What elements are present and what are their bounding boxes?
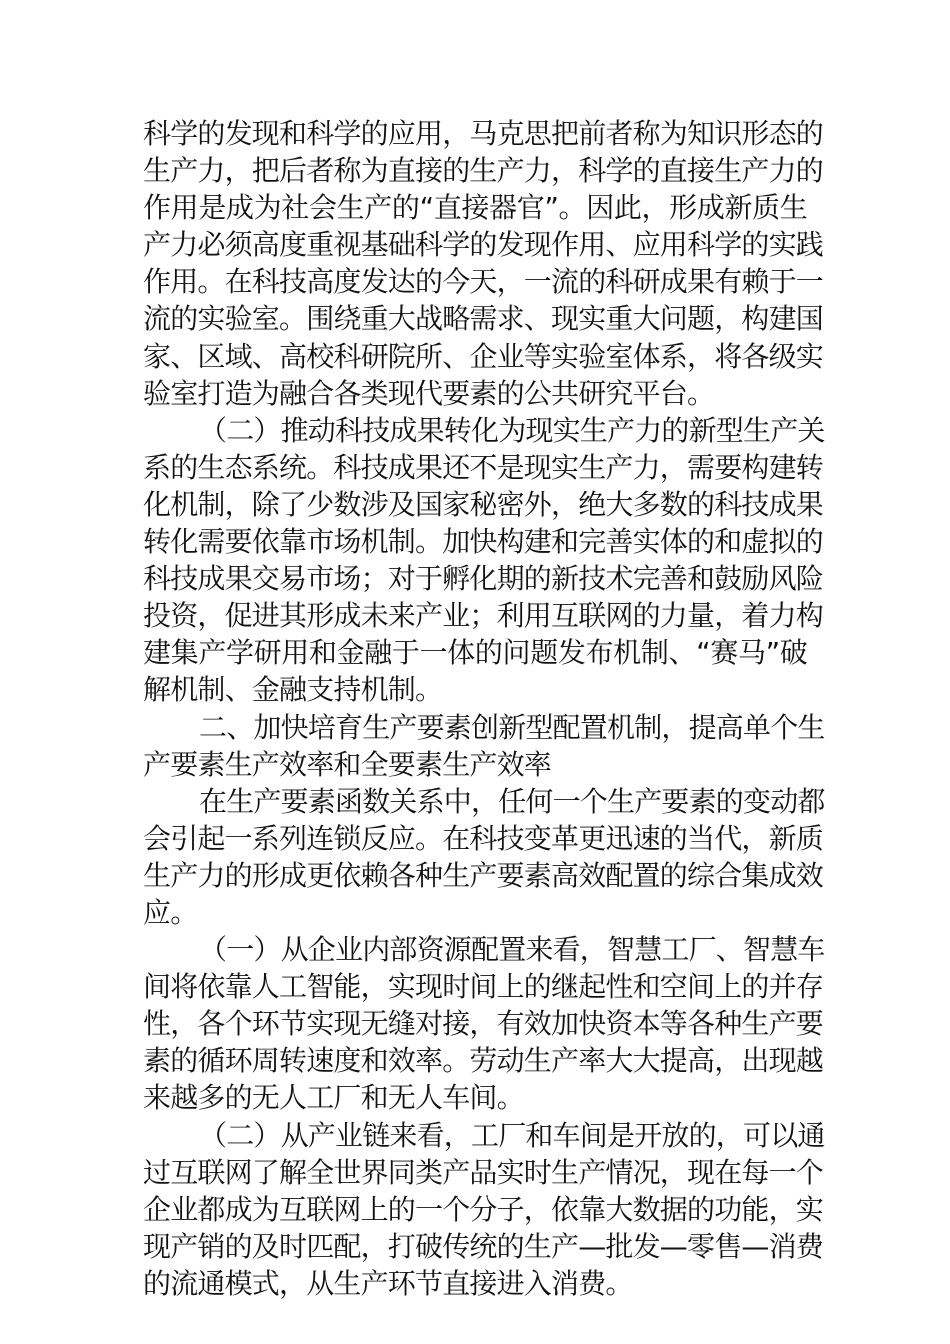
paragraph-tech-transfer: [143, 412, 825, 709]
text-line: 验室打造为融合各类现代要素的公共研究平台。: [143, 376, 715, 410]
text-line: （二）推动科技成果转化为现实生产力的新型生产关: [199, 413, 825, 447]
section-heading-two: [143, 709, 825, 783]
text-line: （二）从产业链来看，工厂和车间是开放的，可以通: [199, 1118, 825, 1152]
text-line: 性，各个环节实现无缝对接，有效加快资本等各种生产要: [143, 1007, 824, 1041]
paragraph-internal-allocation: [143, 931, 825, 1116]
text-line: 转化需要依靠市场机制。加快构建和完善实体的和虚拟的: [143, 525, 824, 559]
paragraph-industry-chain: [143, 1117, 825, 1302]
text-line: 素的循环周转速度和效率。劳动生产率大大提高，出现越: [143, 1044, 824, 1078]
text-line: 间将依靠人工智能，实现时间上的继起性和空间上的并存: [143, 970, 824, 1004]
text-line: 在生产要素函数关系中，任何一个生产要素的变动都: [199, 784, 825, 818]
text-line: 二、加快培育生产要素创新型配置机制，提高单个生: [199, 710, 825, 744]
text-line: 来越多的无人工厂和无人车间。: [143, 1081, 524, 1115]
text-line: 产力必须高度重视基础科学的发现作用、应用科学的实践: [143, 228, 824, 262]
text-line: 的流通模式，从生产环节直接进入消费。: [143, 1266, 633, 1300]
text-line: 过互联网了解全世界同类产品实时生产情况，现在每一个: [143, 1155, 824, 1189]
text-line: 应。: [143, 895, 198, 929]
text-line: 作用。在科技高度发达的今天，一流的科研成果有赖于一: [143, 265, 824, 299]
text-line: 家、区域、高校科研院所、企业等实验室体系，将各级实: [143, 339, 824, 373]
text-line: （一）从企业内部资源配置来看，智慧工厂、智慧车: [199, 933, 825, 967]
text-line: 解机制、金融支持机制。: [143, 673, 443, 707]
paragraph-science-lab: [143, 115, 824, 412]
text-line: 系的生态系统。科技成果还不是现实生产力，需要构建转: [143, 450, 824, 484]
text-line: 企业都成为互联网上的一个分子，依靠大数据的功能，实: [143, 1192, 824, 1226]
paragraph-factor-relations: [143, 783, 825, 931]
text-line: 化机制，除了少数涉及国家秘密外，绝大多数的科技成果: [143, 487, 824, 521]
text-line: 会引起一系列连锁反应。在科技变革更迅速的当代，新质: [143, 821, 824, 855]
text-line: 建集产学研用和金融于一体的问题发布机制、“赛马”破: [143, 636, 807, 670]
text-line: 生产力，把后者称为直接的生产力，科学的直接生产力的: [143, 154, 824, 188]
text-line: 现产销的及时匹配，打破传统的生产—批发—零售—消费: [143, 1229, 824, 1263]
text-line: 投资，促进其形成未来产业；利用互联网的力量，着力构: [143, 599, 824, 633]
text-line: 科技成果交易市场；对于孵化期的新技术完善和鼓励风险: [143, 562, 824, 596]
document-body: [143, 115, 825, 1302]
text-line: 生产力的形成更依赖各种生产要素高效配置的综合集成效: [143, 858, 824, 892]
text-line: 流的实验室。围绕重大战略需求、现实重大问题，构建国: [143, 302, 824, 336]
text-line: 科学的发现和科学的应用，马克思把前者称为知识形态的: [143, 117, 824, 150]
text-line: 作用是成为社会生产的“直接器官”。因此，形成新质生: [143, 191, 807, 225]
text-line: 产要素生产效率和全要素生产效率: [143, 747, 552, 781]
